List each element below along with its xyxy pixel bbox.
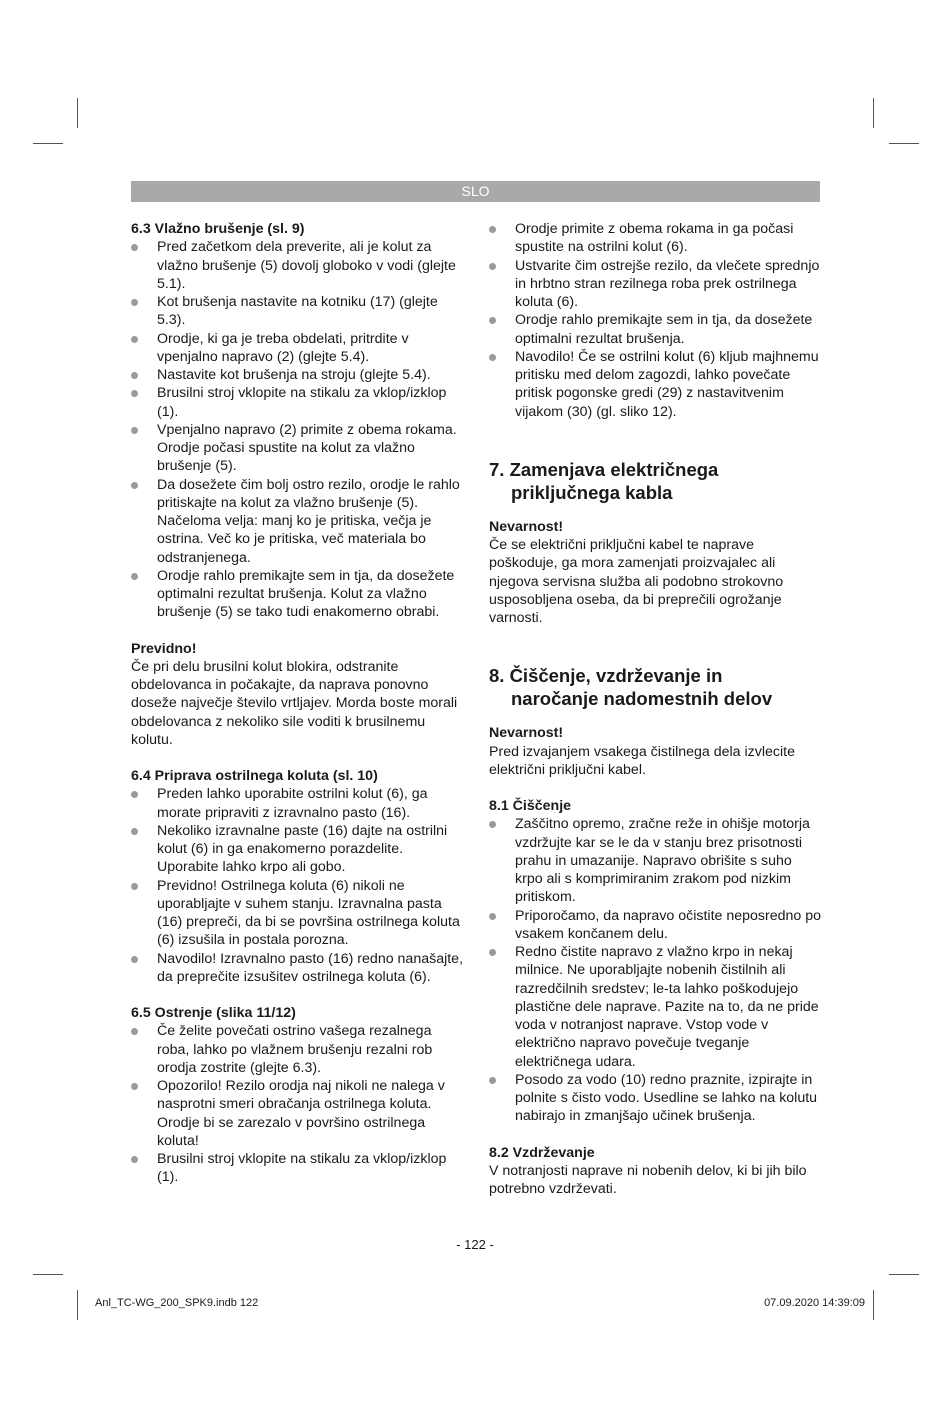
crop-mark bbox=[77, 98, 78, 128]
list-item: Redno čistite napravo z vlažno krpo in nekaj milnice. Ne uporabljajte nobenih čistilnih ali razredčilnih sredstev; le-ta lahko poškodujejo plastične dele naprave. Pazite na to, da ne pride voda v notranjost naprave. Vstop vode v električno napravo povečuje tveganje električnega udara. bbox=[489, 943, 823, 1071]
caution-title: Previdno! bbox=[131, 640, 197, 657]
caution-text: Če pri delu brusilni kolut blokira, odstranite obdelovanca in počakajte, da naprava ponovno doseže največje število vrtljajev. Morda boste morali obdelovanca z nekoliko sile voditi k brusilnemu kolutu. bbox=[131, 658, 458, 748]
list-item: Preden lahko uporabite ostrilni kolut (6), ga morate pripraviti z izravnalno pasto (16). bbox=[131, 785, 465, 822]
crop-mark bbox=[889, 143, 919, 144]
crop-mark bbox=[889, 1274, 919, 1275]
section-6-5-list bbox=[131, 1022, 465, 1186]
section-8-title-line2: naročanje nadomestnih delov bbox=[511, 688, 773, 710]
list-item: Ustvarite čim ostrejše rezilo, da vlečete sprednjo in hrbtno stran rezilnega roba prek ostrilnega koluta (6). bbox=[489, 257, 823, 312]
section-8-1-list bbox=[489, 815, 823, 1125]
section-6-4-list bbox=[131, 785, 465, 986]
section-7-title-line2: priključnega kabla bbox=[511, 481, 673, 503]
list-item: Previdno! Ostrilnega koluta (6) nikoli ne uporabljajte v suhem stanju. Izravnalna pasta (16) prepreči, da bi se površina ostrilnega koluta (6) izsušila in postala porozna. bbox=[131, 877, 465, 950]
file-info: Anl_TC-WG_200_SPK9.indb 122 bbox=[95, 1297, 259, 1309]
danger-title: Nevarnost! bbox=[489, 518, 564, 535]
danger-text: Če se električni priključni kabel te naprave poškoduje, ga mora zamenjati proizvajalec ali njegova servisna služba ali podobno strokovno usposobljena oseba, da bi preprečili ogrožanje varnosti. bbox=[489, 537, 784, 626]
section-6-3-list bbox=[131, 238, 465, 621]
section-6-5-continued-list bbox=[489, 220, 823, 421]
crop-mark bbox=[77, 1290, 78, 1320]
list-item: Orodje rahlo premikajte sem in tja, da dosežete optimalni rezultat brušenja. Kolut za vlažno brušenje (5) se tako tudi enakomerno obrabi. bbox=[131, 567, 465, 622]
list-item: Posodo za vodo (10) redno praznite, izpirajte in polnite s čisto vodo. Usedline se lahko na kolutu nabirajo in zmanjšajo učinek brušenja. bbox=[489, 1071, 823, 1126]
danger-title: Nevarnost! bbox=[489, 725, 564, 742]
list-item: Navodilo! Če se ostrilni kolut (6) kljub majhnemu pritisku med delom zagozdi, lahko povečate pritisk pogonske gredi (29) z nastavitvenim vijakom (30) (gl. sliko 12). bbox=[489, 348, 823, 421]
section-8-2-title: 8.2 Vzdrževanje bbox=[489, 1144, 595, 1161]
crop-mark bbox=[33, 1274, 63, 1275]
print-date: 07.09.2020 14:39:09 bbox=[764, 1297, 865, 1309]
section-6-5-title: 6.5 Ostrenje (slika 11/12) bbox=[131, 1005, 296, 1021]
list-item: Navodilo! Izravnalno pasto (16) redno nanašajte, da preprečite izsušitev ostrilnega koluta (6). bbox=[131, 950, 465, 987]
left-column bbox=[131, 220, 465, 1187]
crop-mark bbox=[873, 1290, 874, 1320]
list-item: Brusilni stroj vklopite na stikalu za vklop/izklop (1). bbox=[131, 1150, 465, 1187]
crop-mark bbox=[33, 143, 63, 144]
list-item: Kot brušenja nastavite na kotniku (17) (glejte 5.3). bbox=[131, 293, 465, 330]
section-8-title-line1: 8. Čiščenje, vzdrževanje in bbox=[489, 665, 723, 687]
page-number: - 122 - bbox=[456, 1237, 494, 1252]
language-header-bar: SLO bbox=[131, 181, 820, 202]
list-item: Nekoliko izravnalne paste (16) dajte na ostrilni kolut (6) in ga enakomerno porazdelite. Uporabite lahko krpo ali gobo. bbox=[131, 822, 465, 877]
section-8-2-text: V notranjosti naprave ni nobenih delov, ki bi jih bilo potrebno vzdrževati. bbox=[489, 1162, 807, 1197]
section-8-1-title: 8.1 Čiščenje bbox=[489, 798, 572, 814]
list-item: Orodje, ki ga je treba obdelati, pritrdite v vpenjalno napravo (2) (glejte 5.4). bbox=[131, 330, 465, 367]
list-item: Orodje rahlo premikajte sem in tja, da dosežete optimalni rezultat brušenja. bbox=[489, 311, 823, 348]
list-item: Brusilni stroj vklopite na stikalu za vklop/izklop (1). bbox=[131, 384, 465, 421]
danger-text: Pred izvajanjem vsakega čistilnega dela izvlecite električni priključni kabel. bbox=[489, 743, 795, 778]
list-item: Pred začetkom dela preverite, ali je kolut za vlažno brušenje (5) dovolj globoko v vodi (glejte 5.1). bbox=[131, 238, 465, 293]
list-item: Opozorilo! Rezilo orodja naj nikoli ne nalega v nasprotni smeri obračanja ostrilnega koluta. Orodje bi se zarezalo v površino ostrilnega koluta! bbox=[131, 1077, 465, 1150]
section-6-4-title: 6.4 Priprava ostrilnega koluta (sl. 10) bbox=[131, 768, 378, 784]
section-6-3-title: 6.3 Vlažno brušenje (sl. 9) bbox=[131, 221, 305, 237]
list-item: Da dosežete čim bolj ostro rezilo, orodje le rahlo pritiskajte na kolut za vlažno brušenje (5). Načeloma velja: manj ko je pritiska, večja je ostrina. Več ko je pritiska, več materiala bo odstranjenega. bbox=[131, 476, 465, 567]
section-7-title-line1: 7. Zamenjava električnega bbox=[489, 458, 719, 480]
list-item: Orodje primite z obema rokama in ga počasi spustite na ostrilni kolut (6). bbox=[489, 220, 823, 257]
section-7-title bbox=[489, 458, 823, 504]
crop-mark bbox=[873, 98, 874, 128]
right-column bbox=[489, 220, 823, 1198]
section-8-title bbox=[489, 664, 823, 710]
list-item: Vpenjalno napravo (2) primite z obema rokama. Orodje počasi spustite na kolut za vlažno brušenje (5). bbox=[131, 421, 465, 476]
list-item: Priporočamo, da napravo očistite neposredno po vsakem končanem delu. bbox=[489, 907, 823, 944]
list-item: Nastavite kot brušenja na stroju (glejte 5.4). bbox=[131, 366, 465, 384]
list-item: Če želite povečati ostrino vašega rezalnega roba, lahko po vlažnem brušenju rezalni rob orodja zostrite (glejte 6.3). bbox=[131, 1022, 465, 1077]
list-item: Zaščitno opremo, zračne reže in ohišje motorja vzdržujte kar se le da v stanju brez prisotnosti prahu in umazanije. Napravo obrišite s suho krpo ali s komprimiranim zrakom pod nizkim pritiskom. bbox=[489, 815, 823, 906]
